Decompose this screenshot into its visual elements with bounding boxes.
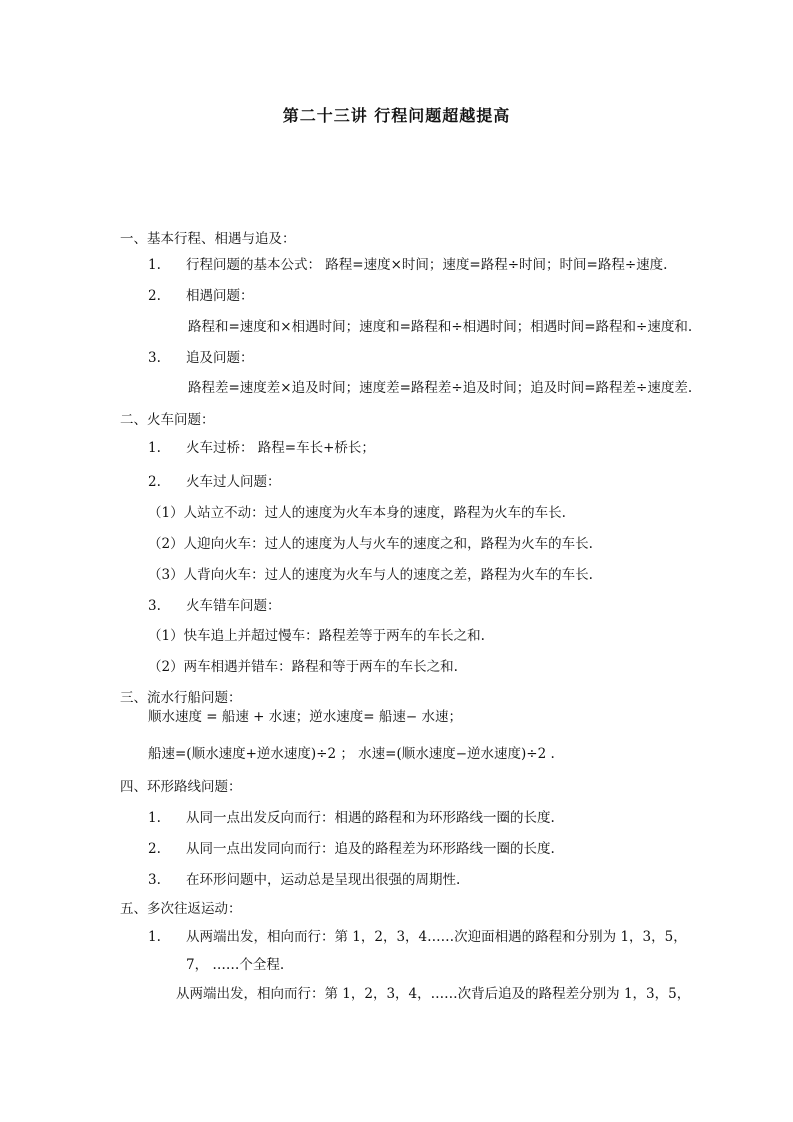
- item-text: 火车过人问题：: [186, 474, 281, 490]
- sub-item: （2）人迎向火车：过人的速度为人与火车的速度之和，路程为火车的车长.: [148, 536, 593, 552]
- section-heading-2: 二、火车问题：: [120, 412, 215, 428]
- item-number: 2.: [148, 288, 161, 304]
- section-heading-1: 一、基本行程、相遇与追及：: [120, 231, 296, 247]
- item-text: 火车错车问题：: [186, 598, 281, 614]
- sub-item: （1）人站立不动：过人的速度为火车本身的速度，路程为火车的车长.: [148, 505, 566, 521]
- sub-item: （3）人背向火车：过人的速度为火车与人的速度之差，路程为火车的车长.: [148, 567, 593, 583]
- formula-line: 路程和=速度和×相遇时间；速度和=路程和÷相遇时间；相遇时间=路程和÷速度和.: [188, 319, 693, 335]
- item-number: 3.: [148, 598, 161, 614]
- page-title: 第二十三讲 行程问题超越提高: [282, 106, 511, 125]
- item-text-continued: 从两端出发，相向而行：第 1，2，3，4，……次背后追及的路程差分别为 1，3，5，: [176, 986, 691, 1002]
- item-text: 从同一点出发同向而行：追及的路程差为环形路线一圈的长度.: [186, 841, 555, 857]
- item-text: 从同一点出发反向而行：相遇的路程和为环形路线一圈的长度.: [186, 810, 555, 826]
- formula-line: 路程差=速度差×追及时间；速度差=路程差÷追及时间；追及时间=路程差÷速度差.: [188, 380, 693, 396]
- item-number: 1.: [148, 440, 161, 456]
- item-number: 2.: [148, 474, 161, 490]
- formula-line: 顺水速度 = 船速 + 水速；逆水速度= 船速− 水速；: [148, 709, 462, 725]
- item-text: 相遇问题：: [186, 288, 254, 304]
- item-number: 3.: [148, 350, 161, 366]
- item-number: 1.: [148, 929, 161, 945]
- item-text-continued: 7， ……个全程.: [186, 957, 285, 973]
- item-number: 2.: [148, 841, 161, 857]
- sub-item: （2）两车相遇并错车：路程和等于两车的车长之和.: [148, 659, 458, 675]
- item-number: 3.: [148, 872, 161, 888]
- item-text: 火车过桥： 路程=车长+桥长；: [186, 440, 375, 456]
- section-heading-4: 四、环形路线问题：: [120, 779, 242, 795]
- item-text: 从两端出发，相向而行：第 1，2，3，4……次迎面相遇的路程和分别为 1，3，5，: [186, 929, 687, 945]
- item-text: 在环形问题中，运动总是呈现出很强的周期性.: [186, 872, 461, 888]
- item-text: 追及问题：: [186, 350, 254, 366]
- item-text: 行程问题的基本公式： 路程=速度×时间；速度=路程÷时间；时间=路程÷速度.: [186, 257, 668, 273]
- sub-item: （1）快车追上并超过慢车：路程差等于两车的车长之和.: [148, 628, 485, 644]
- section-heading-5: 五、多次往返运动：: [120, 901, 242, 917]
- item-number: 1.: [148, 257, 161, 273]
- item-number: 1.: [148, 810, 161, 826]
- formula-line: 船速=(顺水速度+逆水速度)÷2 ； 水速=(顺水速度−逆水速度)÷2 .: [148, 746, 555, 762]
- section-heading-3: 三、流水行船问题：: [120, 690, 242, 706]
